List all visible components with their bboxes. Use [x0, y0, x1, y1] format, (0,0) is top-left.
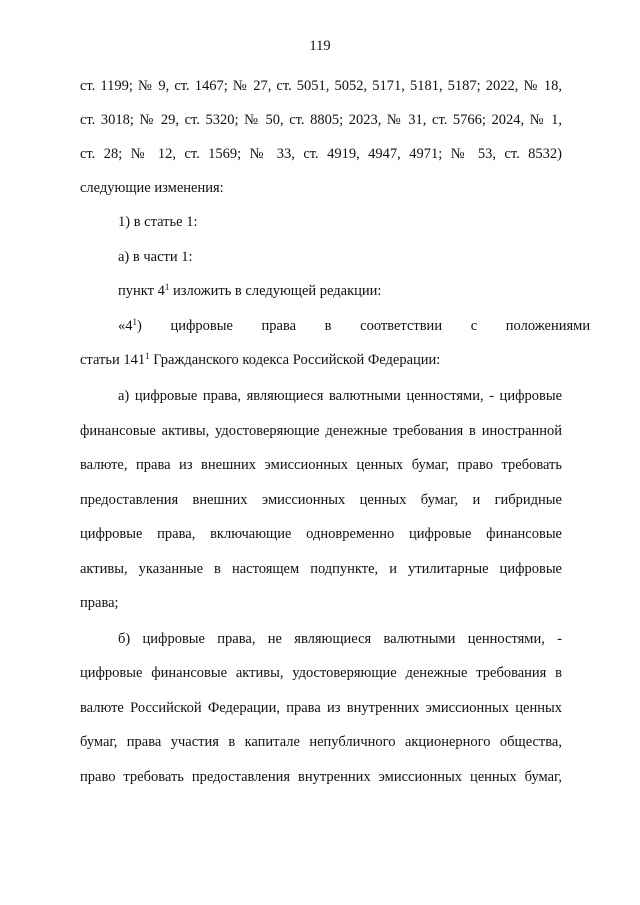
text-line: права; [80, 595, 119, 611]
text-line: активы, указанные в настоящем подпункте, и утилитарные цифровые [80, 561, 562, 577]
text-line: финансовые активы, удостоверяющие денежные требования в иностранной [80, 423, 562, 439]
text-line: ст. 3018; № 29, ст. 5320; № 50, ст. 8805; 2023, № 31, ст. 5766; 2024, № 1, [80, 112, 562, 128]
text-fragment: пункт 4 [118, 283, 165, 299]
superscript: 1 [132, 317, 137, 327]
text-line [118, 316, 591, 336]
text-fragment: «4 [118, 318, 133, 334]
text-line: ст. 28; № 12, ст. 1569; № 33, ст. 4919, 4947, 4971; № 53, ст. 8532) [80, 146, 562, 162]
text-fragment: изложить в следующей редакции: [169, 283, 382, 299]
text-line: а) цифровые права, являющиеся валютными ценностями, - цифровые [118, 388, 562, 404]
text-line: валюте, права из внешних эмиссионных ценных бумаг, право требовать [80, 457, 562, 473]
text-line: 1) в статье 1: [118, 214, 198, 230]
text-fragment: Гражданского кодекса Российской Федерации: [149, 352, 441, 368]
superscript: 1 [164, 282, 170, 292]
text-line: цифровые финансовые активы, удостоверяющие денежные требования в [80, 665, 562, 681]
text-line: предоставления внешних эмиссионных ценных бумаг, и гибридные [80, 492, 562, 508]
text-line: следующие изменения: [80, 180, 224, 196]
text-line: б) цифровые права, не являющиеся валютными ценностями, - [118, 631, 562, 647]
text-line: право требовать предоставления внутренних эмиссионных ценных бумаг, [80, 769, 562, 785]
superscript: 1 [145, 351, 150, 361]
text-line: валюте Российской Федерации, права из внутренних эмиссионных ценных [80, 700, 562, 716]
text-line [80, 350, 562, 370]
text-line: бумаг, права участия в капитале непубличного акционерного общества, [80, 734, 562, 750]
text-line: ст. 1199; № 9, ст. 1467; № 27, ст. 5051, 5052, 5171, 5181, 5187; 2022, № 18, [80, 78, 562, 94]
text-fragment: статьи 141 [80, 352, 146, 368]
text-line [118, 281, 562, 301]
page-number: 119 [309, 38, 331, 54]
text-fragment: ) цифровые права в соответствии с положениями [137, 318, 591, 334]
text-line: а) в части 1: [118, 249, 193, 265]
text-line: цифровые права, включающие одновременно цифровые финансовые [80, 526, 562, 542]
